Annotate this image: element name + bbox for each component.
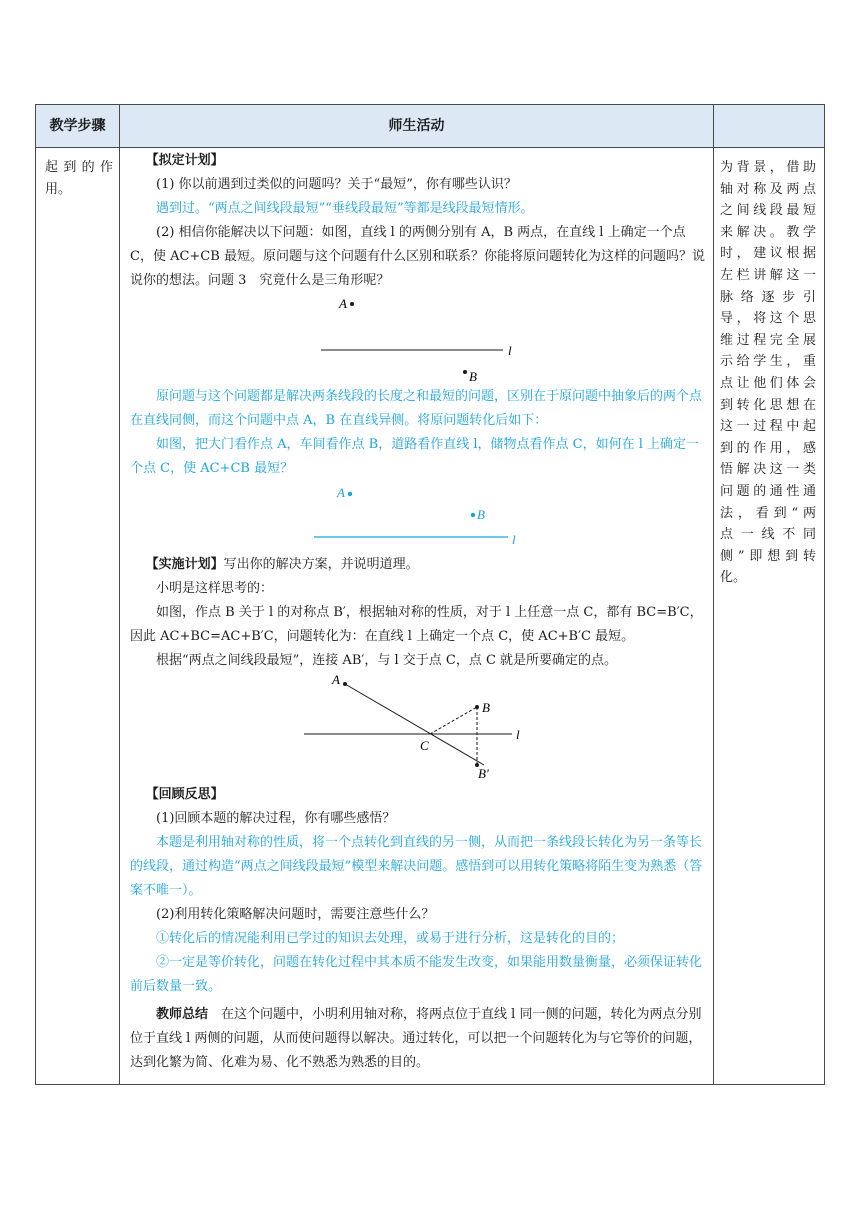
point-a-label: A bbox=[332, 673, 340, 687]
teacher-summary bbox=[130, 1003, 708, 1075]
review-answer-2-item-2: ②一定是等价转化，问题在转化过程中其本质不能发生改变，如果能用数量衡量，必须保证转化前后数量一致。 bbox=[130, 955, 703, 994]
figure-points-opposite-sides-blue bbox=[130, 481, 708, 553]
question-1: (1) 你以前遇到过类似的问题吗？关于“最短”，你有哪些认识？ bbox=[156, 177, 517, 192]
line-l-label: l bbox=[516, 727, 520, 742]
xiaoming-step-2: 根据“两点之间线段最短”，连接 AB′，与 l 交于点 C，点 C 就是所要确定的点。 bbox=[156, 653, 618, 668]
review-answer-2-item-1: ①转化后的情况能利用已学过的知识去处理，或易于进行分析，这是转化的目的； bbox=[156, 931, 625, 946]
table-header bbox=[36, 105, 824, 148]
answer-2-part-2: 如图，把大门看作点 A，车间看作点 B，道路看作直线 l，储物点看作点 C，如何在 l 上确定一个点 C，使 AC+CB 最短？ bbox=[130, 437, 699, 476]
answer-2-part-1: 原问题与这个问题都是解决两条线段的长度之和最短的问题，区别在于原问题中抽象后的两个点在直线同侧，而这个问题中点 A，B 在直线异侧。将原问题转化后如下： bbox=[130, 389, 703, 428]
figure-reflection bbox=[130, 673, 708, 783]
column-divider bbox=[119, 105, 120, 1084]
figure-points-opposite-sides bbox=[130, 293, 708, 385]
header-activity: 师生活动 bbox=[388, 118, 445, 134]
xiaoming-step-1: 如图，作点 B 关于 l 的对称点 B′，根据轴对称的性质，对于 l 上任意一点 C，都有 BC=B′C，因此 AC+BC=AC+B′C，问题转化为：在直线 l 上确定一个点 C，使 AC+B′C 最短。 bbox=[130, 605, 703, 644]
note-line: 点让他们体会 bbox=[720, 375, 816, 391]
point-a bbox=[348, 492, 352, 496]
teacher-summary-text: 在这个问题中，小明利用轴对称，将两点位于直线 l 同一侧的问题，转化为两点分别位于直线 l 两侧的问题，从而使问题得以解决。通过转化，可以把一个问题转化为与它等价的问题，达到化繁为简、化难为易、化不熟悉为熟悉的目的。 bbox=[130, 1007, 702, 1070]
line-l-label: l bbox=[508, 343, 512, 358]
point-b-prime-label: B′ bbox=[478, 766, 489, 781]
note-line: 到转化思想在 bbox=[720, 397, 816, 413]
point-b bbox=[463, 370, 467, 374]
column-divider bbox=[713, 105, 714, 1084]
note-line: 导，将这个思 bbox=[720, 311, 816, 327]
xiaoming-intro: 小明是这样思考的： bbox=[156, 581, 274, 596]
note-line: 问题的通性通 bbox=[720, 483, 816, 499]
point-a-label: A bbox=[339, 296, 347, 311]
review-answer-1: 本题是利用轴对称的性质，将一个点转化到直线的另一侧，从而把一条线段长转化为另一条等长的线段，通过构造“两点之间线段最短”模型来解决问题。感悟到可以用转化策略将陌生变为熟悉（答案不唯一）。 bbox=[130, 835, 703, 898]
note-line: 化。 bbox=[720, 570, 747, 586]
implement-heading: 【实施计划】 bbox=[145, 557, 224, 572]
line-l-label: l bbox=[512, 532, 516, 547]
segment-ab-prime bbox=[345, 684, 484, 765]
review-heading: 【回顾反思】 bbox=[145, 787, 224, 802]
point-a-label: A bbox=[337, 485, 345, 500]
note-line: 点一线不同 bbox=[720, 527, 816, 543]
note-line: 示给学生，重 bbox=[720, 354, 816, 370]
lesson-table bbox=[35, 104, 825, 1085]
point-b-label: B bbox=[469, 369, 477, 384]
note-line: 这一过程中起 bbox=[720, 419, 816, 435]
note-line: 侧”即想到转 bbox=[720, 548, 816, 564]
point-b-label: B bbox=[482, 700, 490, 715]
note-line: 维过程完全展 bbox=[720, 332, 816, 348]
review-question-2: (2)利用转化策略解决问题时，需要注意些什么？ bbox=[156, 907, 435, 922]
plan-heading: 【拟定计划】 bbox=[145, 153, 224, 168]
review-question-1: (1)回顾本题的解决过程，你有哪些感悟？ bbox=[156, 811, 396, 826]
note-line: 来解决。教学 bbox=[720, 224, 816, 240]
step-line: 起到的作 bbox=[45, 160, 113, 175]
note-line: 脉络逐步引 bbox=[720, 289, 816, 305]
note-line: 时，建议根据 bbox=[720, 246, 816, 262]
question-2: (2) 相信你能解决以下问题：如图，直线 l 的两侧分别有 A，B 两点，在直线 l 上确定一个点 C，使 AC+CB 最短。原问题与这个问题有什么区别和联系？你能将原问题转化为这样的问题吗？说说你的想法。问题 3 究竟什么是三角形呢？ bbox=[130, 225, 705, 288]
note-line: 为背景，借助 bbox=[720, 160, 816, 175]
point-b bbox=[471, 513, 475, 517]
note-line: 悟解决这一类 bbox=[720, 462, 816, 478]
point-c-label: C bbox=[420, 738, 429, 753]
point-b bbox=[475, 705, 479, 709]
note-line: 轴对称及两点 bbox=[720, 181, 816, 197]
point-a bbox=[350, 302, 354, 306]
note-line: 到的作用，感 bbox=[720, 440, 816, 456]
note-line: 左栏讲解这一 bbox=[720, 267, 816, 283]
point-b-label: B bbox=[477, 507, 485, 522]
note-line: 之间线段最短 bbox=[720, 203, 816, 219]
implement-text: 写出你的解决方案，并说明道理。 bbox=[223, 557, 419, 572]
teacher-summary-label: 教师总结 bbox=[156, 1007, 209, 1022]
step-cell bbox=[45, 157, 113, 201]
note-cell bbox=[720, 157, 816, 589]
segment-cb-dashed bbox=[430, 707, 477, 734]
note-line: 法，看到“两 bbox=[720, 505, 816, 521]
implement-paragraph bbox=[130, 553, 708, 577]
answer-1: 遇到过。“两点之间线段最短”“垂线段最短”等都是线段最短情形。 bbox=[156, 201, 534, 216]
step-line: 用。 bbox=[45, 182, 72, 197]
activity-cell bbox=[130, 149, 708, 1075]
header-step: 教学步骤 bbox=[49, 118, 106, 134]
